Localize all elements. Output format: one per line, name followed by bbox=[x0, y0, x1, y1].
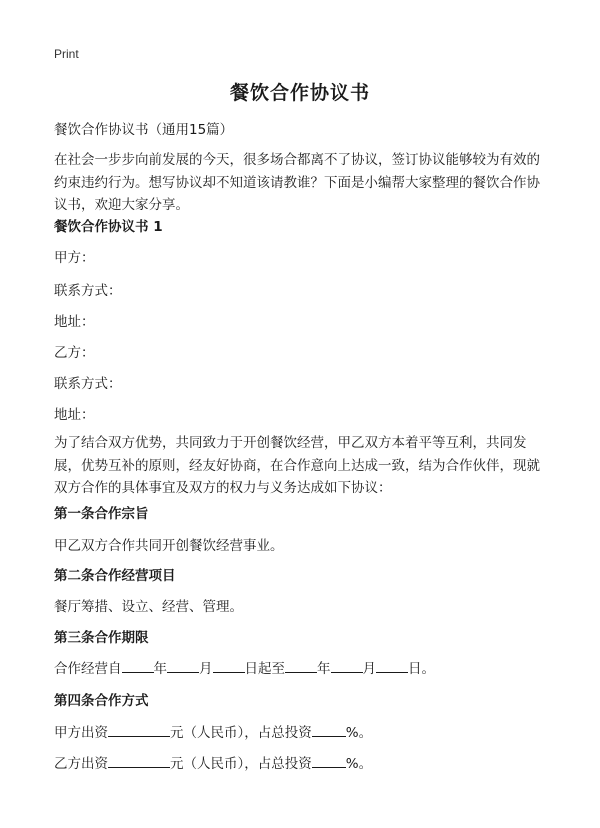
cooperation-period-line bbox=[54, 658, 554, 680]
month-label: 月 bbox=[362, 661, 376, 677]
party-a-amount-blank bbox=[108, 722, 170, 737]
start-day-blank bbox=[213, 658, 245, 673]
party-b-investment-prefix: 乙方出资 bbox=[54, 756, 108, 772]
until-label: 日起至 bbox=[244, 661, 285, 677]
day-end-label: 日。 bbox=[408, 661, 435, 677]
document-subtitle: 餐饮合作协议书（通用15篇） bbox=[54, 122, 234, 138]
article-3-heading: 第三条合作期限 bbox=[54, 630, 149, 646]
party-b-investment-mid: 元（人民币），占总投资 bbox=[170, 756, 312, 772]
print-label: Print bbox=[54, 47, 79, 61]
article-2-heading: 第二条合作经营项目 bbox=[54, 568, 176, 584]
end-month-blank bbox=[331, 658, 363, 673]
party-b-label: 乙方： bbox=[54, 345, 95, 361]
start-year-blank bbox=[122, 658, 154, 673]
article-1-heading: 第一条合作宗旨 bbox=[54, 506, 149, 522]
start-month-blank bbox=[167, 658, 199, 673]
intro-paragraph: 在社会一步步向前发展的今天，很多场合都离不了协议，签订协议能够较为有效的约束违约行为。想写协议却不知道该请教谁？下面是小编帮大家整理的餐饮合作协议书，欢迎大家分享。 bbox=[54, 152, 540, 213]
document-title: 餐饮合作协议书 bbox=[229, 82, 370, 104]
year-label: 年 bbox=[317, 661, 331, 677]
party-a-investment-mid: 元（人民币），占总投资 bbox=[170, 725, 312, 741]
party-a-investment-line bbox=[54, 722, 554, 744]
period-prefix: 合作经营自 bbox=[54, 661, 122, 677]
section-heading: 餐饮合作协议书 1 bbox=[54, 219, 163, 235]
party-b-address-label: 地址： bbox=[54, 407, 95, 423]
party-b-percent-suffix: %。 bbox=[345, 756, 373, 772]
party-a-percent-suffix: %。 bbox=[345, 725, 373, 741]
preamble-paragraph: 为了结合双方优势，共同致力于开创餐饮经营，甲乙双方本着平等互利，共同发展，优势互补的原则，经友好协商，在合作意向上达成一致，结为合作伙伴，现就双方合作的具体事宜及双方的权力与义务达成如下协议： bbox=[54, 435, 540, 496]
party-b-contact-label: 联系方式： bbox=[54, 376, 122, 392]
party-a-investment-prefix: 甲方出资 bbox=[54, 725, 108, 741]
article-1-text: 甲乙双方合作共同开创餐饮经营事业。 bbox=[54, 538, 284, 554]
article-2-text: 餐厅筹措、设立、经营、管理。 bbox=[54, 599, 243, 615]
party-b-investment-line bbox=[54, 753, 554, 775]
party-b-percent-blank bbox=[312, 753, 346, 768]
end-day-blank bbox=[376, 658, 408, 673]
party-a-label: 甲方： bbox=[54, 250, 95, 266]
end-year-blank bbox=[285, 658, 317, 673]
party-a-address-label: 地址： bbox=[54, 314, 95, 330]
year-label: 年 bbox=[153, 661, 167, 677]
article-4-heading: 第四条合作方式 bbox=[54, 693, 149, 709]
party-a-percent-blank bbox=[312, 722, 346, 737]
party-a-contact-label: 联系方式： bbox=[54, 283, 122, 299]
party-b-amount-blank bbox=[108, 753, 170, 768]
month-label: 月 bbox=[199, 661, 213, 677]
